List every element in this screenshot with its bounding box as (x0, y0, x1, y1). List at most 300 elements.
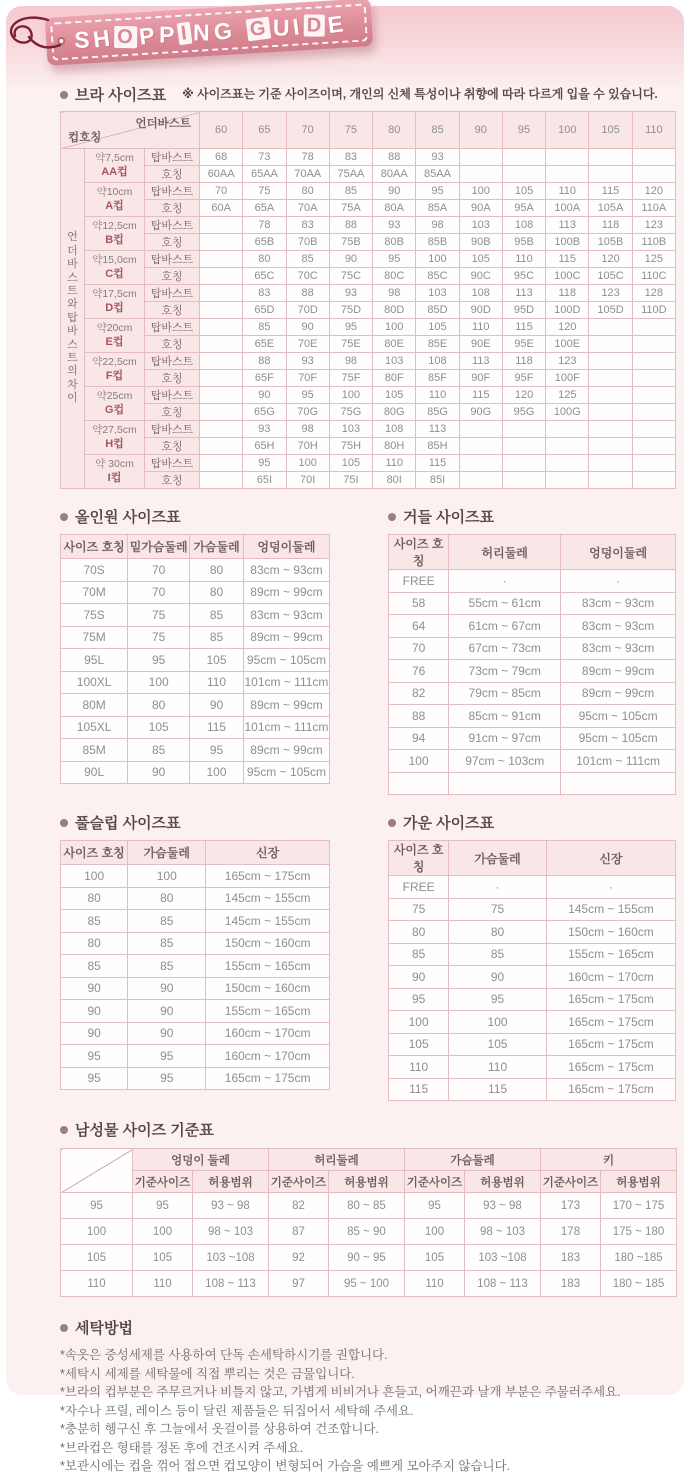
row-label: 호칭 (145, 438, 200, 455)
table-cell: 123 (589, 285, 632, 302)
table-cell: 70 (389, 637, 449, 660)
cup-diff: 약7,5cm (95, 152, 134, 164)
header-row (61, 841, 330, 865)
table-cell (589, 455, 632, 472)
table-cell: 90C (459, 268, 502, 285)
underbust-col-header: 75 (329, 112, 372, 149)
group-header: 가슴둘레 (405, 1149, 541, 1171)
table-cell: 115 (502, 319, 545, 336)
table-cell: 80AA (373, 166, 416, 183)
table-cell: 95 (286, 387, 329, 404)
table-cell: 105 (502, 183, 545, 200)
table-cell: 110 (416, 387, 459, 404)
underbust-col-header: 95 (502, 112, 545, 149)
table-cell: 105A (589, 200, 632, 217)
table-cell: FREE (389, 570, 449, 593)
table-cell: 165cm ~ 175cm (546, 1033, 675, 1056)
table-cell: 95F (502, 370, 545, 387)
table-cell: 85D (416, 302, 459, 319)
tag-letter: I (177, 22, 192, 45)
row-label: 탑바스트 (145, 387, 200, 404)
column-header: 사이즈 호칭 (389, 841, 449, 876)
table-cell: 70I (286, 472, 329, 489)
tag-letter: P (138, 23, 157, 48)
table-cell: 85 (190, 626, 244, 649)
table-cell: 98 ~ 103 (465, 1219, 541, 1245)
table-cell: 100 (389, 750, 449, 773)
table-cell: 100 (416, 251, 459, 268)
tag-letter: D (303, 14, 325, 36)
section-title-text: 가운 사이즈표 (403, 812, 494, 833)
table-row (389, 876, 676, 899)
cup-name: A컵 (105, 200, 124, 212)
table-cell: 64 (389, 615, 449, 638)
table-cell: 108 (416, 353, 459, 370)
table-cell: 90B (459, 234, 502, 251)
table-cell: 115 (459, 387, 502, 404)
table-cell: 85B (416, 234, 459, 251)
table-cell: 90L (61, 761, 128, 784)
table-cell: · (449, 570, 561, 593)
table-cell: 105C (589, 268, 632, 285)
table-cell: 70A (286, 200, 329, 217)
table-cell: 85M (61, 739, 128, 762)
table-cell: 85E (416, 336, 459, 353)
header-row (61, 535, 330, 559)
table-cell: 90 (128, 1022, 206, 1045)
cup-label (85, 387, 145, 421)
table-cell: 85I (416, 472, 459, 489)
table-cell (200, 302, 243, 319)
table-cell: 100 (128, 865, 206, 888)
underbust-col-header: 90 (459, 112, 502, 149)
table-cell (546, 421, 589, 438)
table-cell: 85F (416, 370, 459, 387)
table-cell: 95cm ~ 105cm (243, 761, 329, 784)
washing-line: *충분히 헹구신 후 그늘에서 옷걸이를 상용하여 건조합니다. (60, 1420, 676, 1439)
row-label: 호칭 (145, 234, 200, 251)
table-row (389, 1056, 676, 1079)
cup-label (85, 319, 145, 353)
table-cell: 95B (502, 234, 545, 251)
table-cell (546, 472, 589, 489)
cup-label (85, 285, 145, 319)
table-cell (200, 387, 243, 404)
washing-instructions (60, 1346, 676, 1476)
table-cell (200, 268, 243, 285)
cup-label (85, 217, 145, 251)
section-title-text: 세탁방법 (75, 1317, 133, 1338)
table-cell: 110 (373, 455, 416, 472)
table-cell: 80 (128, 887, 206, 910)
table-cell: 91cm ~ 97cm (449, 727, 561, 750)
group-header: 엉덩이 둘레 (133, 1149, 269, 1171)
table-cell: 83cm ~ 93cm (243, 559, 329, 582)
table-cell: 95cm ~ 105cm (561, 705, 676, 728)
table-cell: 98 (286, 421, 329, 438)
table-cell: 95E (502, 336, 545, 353)
cup-call-row (61, 268, 676, 285)
table-cell: · (561, 570, 676, 593)
cup-name: E컵 (106, 336, 124, 348)
table-row (61, 716, 330, 739)
table-cell (589, 166, 632, 183)
table-cell: 70S (61, 559, 128, 582)
table-cell (632, 438, 675, 455)
table-cell: 118 (589, 217, 632, 234)
table-cell: 85 ~ 90 (329, 1219, 405, 1245)
table-cell: 98 (373, 285, 416, 302)
washing-line: *브라컵은 형태를 정돈 후에 건조시켜 주세요. (60, 1439, 676, 1458)
table-cell: 70G (286, 404, 329, 421)
table-cell: 108 (459, 285, 502, 302)
tag-string-icon (2, 12, 74, 64)
table-cell: 100F (546, 370, 589, 387)
table-cell: 70 (128, 581, 190, 604)
table-cell (459, 166, 502, 183)
table-cell: 100 (373, 319, 416, 336)
table-cell: 70AA (286, 166, 329, 183)
table-row (389, 727, 676, 750)
underbust-col-header: 70 (286, 112, 329, 149)
table-cell: 95 (373, 251, 416, 268)
table-cell: 98 (416, 217, 459, 234)
table-row (389, 943, 676, 966)
sub-header: 허용범위 (465, 1171, 541, 1193)
table-cell: 75 (389, 898, 449, 921)
cup-topbust-row (61, 285, 676, 302)
table-cell: 65B (243, 234, 286, 251)
table-cell: 120 (632, 183, 675, 200)
table-cell (502, 421, 545, 438)
cup-name: B컵 (105, 234, 124, 246)
table-row (61, 604, 330, 627)
table-cell: 89cm ~ 99cm (243, 626, 329, 649)
mens-size-table (60, 1148, 677, 1297)
table-cell: 75 (128, 604, 190, 627)
table-row (61, 671, 330, 694)
cup-call-row (61, 370, 676, 387)
table-cell: 101cm ~ 111cm (243, 671, 329, 694)
table-cell: 95 (61, 1067, 128, 1090)
table-cell: · (449, 876, 547, 899)
table-cell: 113 (546, 217, 589, 234)
side-label: 언 더 바 스 트 와 탑 바 스 트 의 차 이 (61, 149, 85, 489)
table-cell: 93 (243, 421, 286, 438)
table-cell: 78 (286, 149, 329, 166)
table-cell: 65I (243, 472, 286, 489)
table-cell: 100 (329, 387, 372, 404)
table-cell: 115 (546, 251, 589, 268)
table-cell (632, 149, 675, 166)
table-cell: 55cm ~ 61cm (449, 592, 561, 615)
table-cell (449, 772, 561, 795)
table-cell: 80H (373, 438, 416, 455)
table-cell: 95 (61, 1045, 128, 1068)
tag-letter: G (213, 18, 235, 43)
table-cell (459, 421, 502, 438)
section-title-gown (388, 812, 676, 833)
cup-topbust-row (61, 455, 676, 472)
table-cell: 85 (61, 955, 128, 978)
table-cell: 85 (190, 604, 244, 627)
cup-label (85, 183, 145, 217)
washing-line: *세탁시 세제를 세탁물에 직접 뿌리는 것은 금물입니다. (60, 1365, 676, 1384)
table-cell: 105 (329, 455, 372, 472)
table-cell (389, 772, 449, 795)
table-cell (200, 455, 243, 472)
cup-topbust-row (61, 353, 676, 370)
cup-diff: 약22,5cm (92, 356, 137, 368)
table-cell: 160cm ~ 170cm (206, 1045, 330, 1068)
table-cell (589, 149, 632, 166)
table-cell: 105XL (61, 716, 128, 739)
bullet-icon (60, 1126, 68, 1134)
table-cell: 85AA (416, 166, 459, 183)
table-cell: 95 (128, 1045, 206, 1068)
table-cell: 75S (61, 604, 128, 627)
table-cell: · (546, 876, 675, 899)
table-row (389, 898, 676, 921)
cup-name: AA컵 (101, 166, 128, 178)
section-title-bra (60, 84, 166, 105)
table-cell: 80B (373, 234, 416, 251)
table-cell: 90 (61, 1000, 128, 1023)
table-cell: 103 (416, 285, 459, 302)
table-cell: 125 (546, 387, 589, 404)
table-cell: 93 (329, 285, 372, 302)
cup-label (85, 353, 145, 387)
table-cell: 85 (128, 955, 206, 978)
table-cell: 123 (632, 217, 675, 234)
table-row (61, 1067, 330, 1090)
table-cell (502, 438, 545, 455)
table-cell: 93 (373, 217, 416, 234)
bra-size-table (60, 111, 676, 489)
fullslip-column (60, 812, 330, 1101)
table-cell: 75F (329, 370, 372, 387)
table-cell: 105 (389, 1033, 449, 1056)
table-row (61, 1000, 330, 1023)
table-cell: 115 (190, 716, 244, 739)
table-row (61, 955, 330, 978)
table-cell: 145cm ~ 155cm (206, 910, 330, 933)
row-label: 호칭 (145, 472, 200, 489)
table-cell: 100A (546, 200, 589, 217)
gown-column (388, 812, 676, 1101)
row-label: 105 (61, 1245, 133, 1271)
table-cell: 160cm ~ 170cm (546, 966, 675, 989)
table-cell: 80 ~ 85 (329, 1193, 405, 1219)
column-header: 사이즈 호칭 (389, 535, 449, 570)
row-label: 탑바스트 (145, 455, 200, 472)
row-label: 호칭 (145, 166, 200, 183)
table-cell: 90 (373, 183, 416, 200)
table-row (61, 932, 330, 955)
table-cell: 70E (286, 336, 329, 353)
row-label: 110 (61, 1271, 133, 1297)
table-cell: 95 (389, 988, 449, 1011)
table-cell: 80F (373, 370, 416, 387)
section-title-text: 거들 사이즈표 (403, 506, 494, 527)
table-cell (200, 336, 243, 353)
section-title-text: 올인원 사이즈표 (75, 506, 181, 527)
table-cell: 103 ~108 (193, 1245, 269, 1271)
table-cell (502, 455, 545, 472)
cup-name: F컵 (106, 370, 123, 382)
cup-diff: 약 30cm (95, 458, 134, 470)
table-cell: 118 (546, 285, 589, 302)
table-row (61, 1245, 677, 1271)
allinone-column (60, 506, 330, 795)
column-header: 가슴둘레 (190, 535, 244, 559)
table-cell: 165cm ~ 175cm (546, 988, 675, 1011)
table-cell: 70B (286, 234, 329, 251)
cup-topbust-row (61, 421, 676, 438)
table-cell: 95G (502, 404, 545, 421)
table-cell: 105 (449, 1033, 547, 1056)
cup-name: D컵 (105, 302, 124, 314)
table-cell: 115 (416, 455, 459, 472)
row-label: 탑바스트 (145, 285, 200, 302)
table-row (389, 682, 676, 705)
table-cell: 70F (286, 370, 329, 387)
table-cell: 110 (459, 319, 502, 336)
table-cell: 105 (416, 319, 459, 336)
table-cell: 88 (243, 353, 286, 370)
sub-header: 기준사이즈 (269, 1171, 329, 1193)
table-cell: 97cm ~ 103cm (449, 750, 561, 773)
table-cell: 75AA (329, 166, 372, 183)
table-cell: 67cm ~ 73cm (449, 637, 561, 660)
table-cell: 95 (416, 183, 459, 200)
table-cell: 61cm ~ 67cm (449, 615, 561, 638)
table-cell (632, 370, 675, 387)
table-cell: 88 (329, 217, 372, 234)
row-label: 호칭 (145, 302, 200, 319)
column-header: 신장 (206, 841, 330, 865)
table-cell (200, 353, 243, 370)
tag-letter: U (272, 16, 290, 39)
cup-topbust-row (61, 183, 676, 200)
tag-letter: H (92, 26, 112, 51)
table-cell: 113 (416, 421, 459, 438)
table-cell: 165cm ~ 175cm (206, 1067, 330, 1090)
table-cell (200, 251, 243, 268)
table-cell: 92 (269, 1245, 329, 1271)
table-cell: 95 ~ 100 (329, 1271, 405, 1297)
table-cell: 80D (373, 302, 416, 319)
table-cell: 155cm ~ 165cm (546, 943, 675, 966)
table-cell (546, 455, 589, 472)
table-cell (632, 455, 675, 472)
table-cell: 100 (61, 865, 128, 888)
row-label: 탑바스트 (145, 353, 200, 370)
row-label: 탑바스트 (145, 251, 200, 268)
table-row (61, 1045, 330, 1068)
table-cell: 83cm ~ 93cm (561, 592, 676, 615)
table-row (61, 649, 330, 672)
table-cell: 90D (459, 302, 502, 319)
table-cell: 101cm ~ 111cm (561, 750, 676, 773)
table-cell: 75C (329, 268, 372, 285)
table-cell (589, 472, 632, 489)
cup-call-row (61, 472, 676, 489)
table-cell: 85 (389, 943, 449, 966)
table-cell: 80A (373, 200, 416, 217)
table-cell: 123 (546, 353, 589, 370)
table-cell: 93 (416, 149, 459, 166)
table-cell: 95 (190, 739, 244, 762)
table-cell: 85 (128, 739, 190, 762)
table-cell (589, 404, 632, 421)
table-row (389, 988, 676, 1011)
table-row (61, 626, 330, 649)
table-cell: 170 ~ 175 (601, 1193, 677, 1219)
table-cell: 183 (541, 1245, 601, 1271)
table-cell: 70D (286, 302, 329, 319)
table-cell: 120 (502, 387, 545, 404)
table-row (61, 1271, 677, 1297)
row-label: 95 (61, 1193, 133, 1219)
table-cell: 110C (632, 268, 675, 285)
table-cell: 110 (449, 1056, 547, 1079)
table-row (61, 865, 330, 888)
bullet-icon (388, 819, 396, 827)
table-cell: 110D (632, 302, 675, 319)
table-cell: 105 (190, 649, 244, 672)
table-cell: 95D (502, 302, 545, 319)
table-cell (632, 421, 675, 438)
table-cell: 90 (61, 977, 128, 1000)
corner-cell (61, 112, 200, 149)
table-cell: 80C (373, 268, 416, 285)
row-label: 호칭 (145, 370, 200, 387)
cup-topbust-row (61, 217, 676, 234)
table-row (389, 750, 676, 773)
table-cell: 108 (502, 217, 545, 234)
corner-cell (61, 1149, 133, 1193)
row-label: 100 (61, 1219, 133, 1245)
table-cell: 95A (502, 200, 545, 217)
table-row (61, 977, 330, 1000)
cup-name: H컵 (105, 438, 124, 450)
gown-size-table (388, 840, 676, 1101)
table-cell (546, 149, 589, 166)
table-cell: 110 (133, 1271, 193, 1297)
table-cell: 90 (449, 966, 547, 989)
table-row (61, 739, 330, 762)
table-cell: 100D (546, 302, 589, 319)
table-cell: 75 (128, 626, 190, 649)
table-cell: 85 (329, 183, 372, 200)
row-label: 탑바스트 (145, 421, 200, 438)
table-cell: 90 (286, 319, 329, 336)
table-cell: 93 ~ 98 (465, 1193, 541, 1219)
table-cell: 95 (128, 1067, 206, 1090)
table-cell: 83cm ~ 93cm (243, 604, 329, 627)
table-cell (200, 285, 243, 302)
table-cell: 105B (589, 234, 632, 251)
table-cell: 83 (243, 285, 286, 302)
cup-call-row (61, 166, 676, 183)
table-cell: 65D (243, 302, 286, 319)
table-cell: 115 (449, 1078, 547, 1101)
cup-topbust-row (61, 149, 676, 166)
column-header: 사이즈 호칭 (61, 535, 128, 559)
table-cell: 90 (329, 251, 372, 268)
table-cell: 90 (190, 694, 244, 717)
